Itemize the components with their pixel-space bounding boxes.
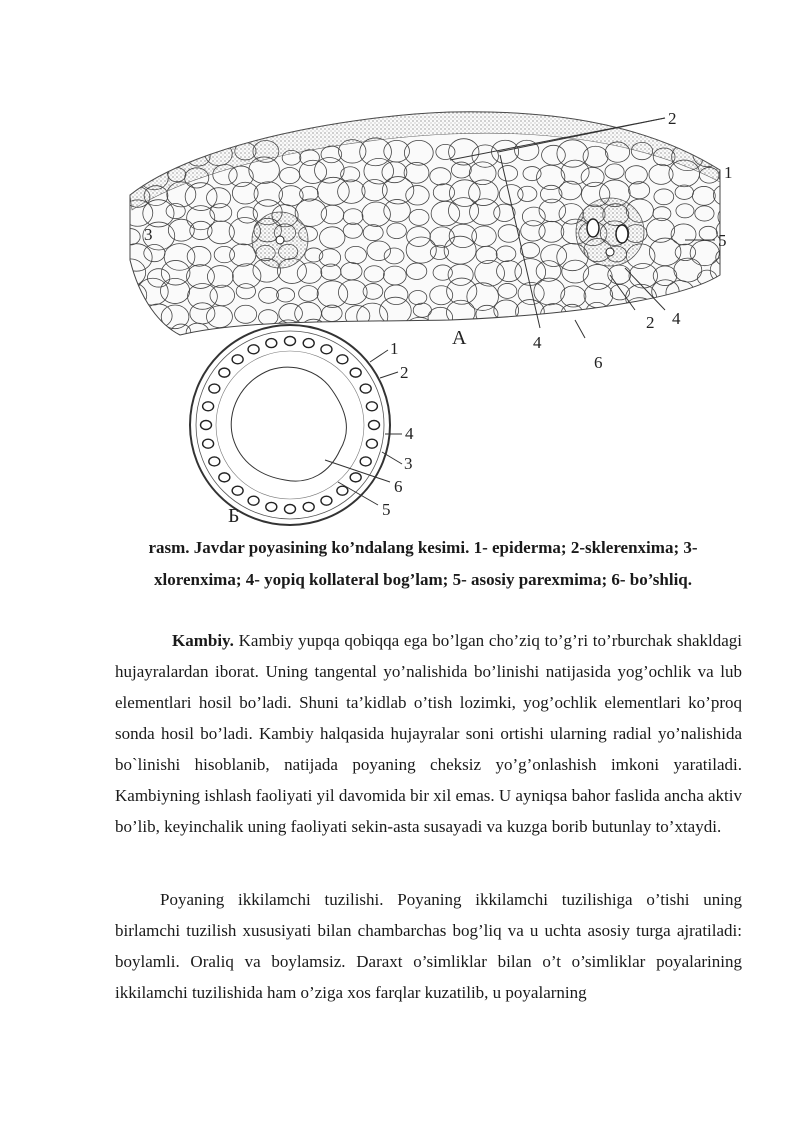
vascular-bundle: [350, 473, 361, 482]
vascular-bundle: [337, 355, 348, 364]
parenchyma-cell: [123, 167, 144, 184]
vascular-bundle: [248, 345, 259, 354]
parenchyma-cell: [711, 305, 738, 328]
vascular-bundle: [321, 496, 332, 505]
parenchyma-cell: [688, 302, 719, 329]
panel-a-label: A: [452, 327, 467, 349]
vascular-bundle: [248, 496, 259, 505]
figure-caption: rasm. Javdar poyasining ko’ndalang kesimi. 1- epiderma; 2-sklerenxima; 3-xlorenxima; 4- yopiq kollateral bog’lam; 5- asosiy parexmima; 6- bo’shliq.: [148, 538, 698, 589]
label-b-6: 6: [394, 477, 403, 496]
vascular-bundle: [203, 439, 214, 448]
stem-cross-section-figure: [120, 100, 760, 530]
vascular-bundle: [203, 402, 214, 411]
parenchyma-cell: [605, 319, 634, 344]
parenchyma-cell: [145, 145, 166, 162]
vascular-bundle: [201, 421, 212, 430]
vascular-bundle: [232, 486, 243, 495]
parenchyma-cell: [713, 280, 739, 302]
label-a-6: 6: [594, 353, 603, 372]
paragraph-body: Kambiy yupqa qobiqqa ega bo’lgan cho’ziq to’g’ri to’rburchak shakldagi hujayralardan iborat. Uning tangental yo’nalishida bo’linishi natijasida yog’ochlik va lub elementlari hosil bo’ladi. Shuni ta’kidlab o’tish lozimki, yog’ochlik elementlari ko’proq sonda hosil bo’ladi. Kambiy halqasida hujayralar soni ortishi ularning radial yo’nalishida bo`linishi hisoblanib, natijada poyaning cheksiz yo’g’onlashish imkoni yaratiladi. Kambiyning ishlash faoliyati yil davomida bir xil emas. U ayniqsa bahor faslida ancha aktiv bo’lib, keyinchalik uning faoliyati sekin-asta susayadi va kuzga borib butunlay to’xtaydi.: [115, 631, 742, 836]
parenchyma-cell: [718, 205, 745, 228]
parenchyma-cell: [717, 146, 735, 160]
panel-b-label: Б: [228, 505, 240, 527]
vascular-bundle: [366, 439, 377, 448]
label-b-3: 3: [404, 454, 413, 473]
vascular-bundle: [360, 384, 371, 393]
label-a-4-center: 4: [533, 333, 542, 352]
vascular-bundle: [369, 421, 380, 430]
vascular-bundle: [209, 457, 220, 466]
vascular-bundle: [285, 337, 296, 346]
parenchyma-cell: [607, 305, 625, 319]
parenchyma-cell: [346, 324, 364, 338]
vascular-bundle: [321, 345, 332, 354]
parenchyma-cell: [122, 326, 150, 350]
parenchyma-cell: [122, 140, 147, 161]
parenchyma-cell: [693, 319, 722, 344]
parenchyma-cell: [671, 327, 690, 342]
vascular-bundle: [232, 355, 243, 364]
vascular-bundle: [285, 505, 296, 514]
label-b-2: 2: [400, 363, 409, 382]
vascular-bundle: [366, 402, 377, 411]
parenchyma-cell: [692, 286, 718, 308]
label-b-1: 1: [390, 339, 399, 358]
vascular-bundle: [303, 339, 314, 348]
parenchyma-cell: [564, 324, 589, 345]
paragraph-secondary-structure: Poyaning ikkilamchi tuzilishi. Poyaning ikkilamchi tuzilishiga o’tishi uning birlamchi tuzilish xususiyati bilan chambarchas bog’liq va u uchta asosiy turga ajratiladi: boylamli. Oraliq va boylamsiz. Daraxt o’simliklar bilan o’t o’simliklar poyalarining ikkilamchi tuzilishida ham o’ziga xos farqlar kuzatilib, u poyalarning: [115, 890, 742, 1002]
paragraph-kambiy: [115, 625, 742, 842]
vascular-bundle: [350, 368, 361, 377]
vascular-bundle: [266, 502, 277, 511]
vascular-bundle: [219, 473, 230, 482]
parenchyma-cell: [145, 322, 168, 341]
parenchyma-cell: [710, 324, 741, 351]
parenchyma-cell: [653, 325, 677, 345]
parenchyma-cell: [499, 325, 523, 345]
parenchyma-cell: [583, 324, 614, 351]
parenchyma-cell: [472, 322, 496, 342]
parenchyma-cell: [541, 330, 559, 344]
vascular-bundle: [337, 486, 348, 495]
label-b-5: 5: [382, 500, 391, 519]
label-a-2-top: 2: [668, 109, 677, 128]
vascular-bundle: [209, 384, 220, 393]
vascular-bundle: [360, 457, 371, 466]
label-b-4: 4: [405, 424, 414, 443]
label-a-3: 3: [144, 225, 153, 244]
label-a-2-bottom: 2: [646, 313, 655, 332]
parenchyma-cell: [367, 322, 389, 340]
vascular-bundle: [219, 368, 230, 377]
label-a-1: 1: [724, 163, 733, 182]
label-a-5: 5: [718, 231, 727, 250]
parenchyma-cell: [404, 317, 434, 343]
paragraph-heading: Kambiy.: [172, 631, 234, 650]
parenchyma-cell: [171, 147, 190, 162]
vascular-bundle: [303, 502, 314, 511]
label-a-4-right: 4: [672, 309, 681, 328]
parenchyma-cell: [122, 307, 142, 323]
vascular-bundle: [266, 339, 277, 348]
